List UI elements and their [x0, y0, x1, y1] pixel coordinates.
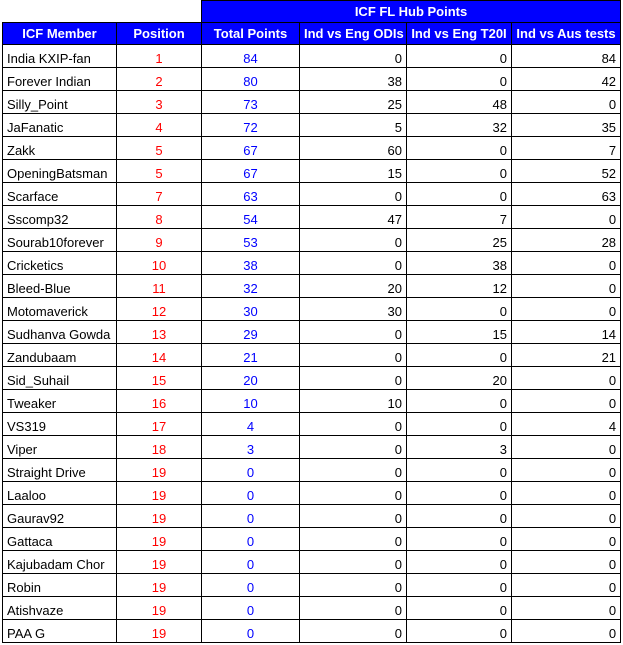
cell-total-points: 67 — [202, 137, 300, 160]
cell-tests: 84 — [512, 45, 621, 68]
cell-total-points: 0 — [202, 597, 300, 620]
cell-position: 12 — [117, 298, 202, 321]
table-row — [3, 597, 621, 620]
cell-tests: 42 — [512, 68, 621, 91]
table-row — [3, 505, 621, 528]
cell-odis: 0 — [300, 436, 407, 459]
table-row — [3, 620, 621, 643]
cell-tests: 21 — [512, 344, 621, 367]
group-header: ICF FL Hub Points — [202, 1, 621, 23]
cell-tests: 28 — [512, 229, 621, 252]
table-row — [3, 459, 621, 482]
cell-member: Gaurav92 — [3, 505, 117, 528]
cell-odis: 10 — [300, 390, 407, 413]
table-row — [3, 68, 621, 91]
cell-odis: 0 — [300, 574, 407, 597]
cell-odis: 0 — [300, 367, 407, 390]
cell-member: Forever Indian — [3, 68, 117, 91]
cell-t20i: 0 — [407, 137, 512, 160]
cell-t20i: 0 — [407, 160, 512, 183]
cell-odis: 0 — [300, 344, 407, 367]
cell-tests: 63 — [512, 183, 621, 206]
table-row — [3, 45, 621, 68]
column-header-t20i: Ind vs Eng T20I — [407, 23, 512, 45]
cell-total-points: 0 — [202, 574, 300, 597]
cell-position: 19 — [117, 597, 202, 620]
cell-odis: 15 — [300, 160, 407, 183]
cell-tests: 14 — [512, 321, 621, 344]
table-row — [3, 252, 621, 275]
cell-total-points: 3 — [202, 436, 300, 459]
cell-position: 4 — [117, 114, 202, 137]
cell-member: OpeningBatsman — [3, 160, 117, 183]
table-row — [3, 390, 621, 413]
cell-odis: 20 — [300, 275, 407, 298]
cell-position: 5 — [117, 160, 202, 183]
cell-member: JaFanatic — [3, 114, 117, 137]
cell-position: 7 — [117, 183, 202, 206]
table-row — [3, 160, 621, 183]
cell-position: 19 — [117, 551, 202, 574]
table-row — [3, 321, 621, 344]
cell-member: Scarface — [3, 183, 117, 206]
cell-position: 19 — [117, 620, 202, 643]
table-row — [3, 574, 621, 597]
cell-t20i: 25 — [407, 229, 512, 252]
cell-member: Sourab10forever — [3, 229, 117, 252]
cell-odis: 38 — [300, 68, 407, 91]
cell-member: Cricketics — [3, 252, 117, 275]
column-header-row — [3, 23, 621, 45]
cell-tests: 52 — [512, 160, 621, 183]
cell-odis: 60 — [300, 137, 407, 160]
table-row — [3, 298, 621, 321]
cell-member: Sudhanva Gowda — [3, 321, 117, 344]
table-row — [3, 413, 621, 436]
cell-total-points: 53 — [202, 229, 300, 252]
blank-header-cell — [117, 1, 202, 23]
cell-t20i: 0 — [407, 413, 512, 436]
cell-tests: 0 — [512, 459, 621, 482]
cell-member: Sscomp32 — [3, 206, 117, 229]
cell-odis: 0 — [300, 482, 407, 505]
cell-position: 15 — [117, 367, 202, 390]
cell-odis: 0 — [300, 551, 407, 574]
cell-t20i: 0 — [407, 574, 512, 597]
table-row — [3, 137, 621, 160]
cell-tests: 35 — [512, 114, 621, 137]
column-header-position: Position — [117, 23, 202, 45]
cell-position: 19 — [117, 459, 202, 482]
cell-total-points: 4 — [202, 413, 300, 436]
cell-position: 19 — [117, 505, 202, 528]
cell-total-points: 0 — [202, 505, 300, 528]
cell-tests: 0 — [512, 298, 621, 321]
cell-total-points: 54 — [202, 206, 300, 229]
cell-t20i: 0 — [407, 459, 512, 482]
cell-odis: 0 — [300, 505, 407, 528]
cell-tests: 0 — [512, 275, 621, 298]
cell-t20i: 0 — [407, 183, 512, 206]
table-row — [3, 528, 621, 551]
cell-member: Zandubaam — [3, 344, 117, 367]
table-row — [3, 114, 621, 137]
cell-tests: 0 — [512, 206, 621, 229]
cell-position: 19 — [117, 574, 202, 597]
cell-position: 9 — [117, 229, 202, 252]
table-row — [3, 275, 621, 298]
cell-total-points: 20 — [202, 367, 300, 390]
cell-tests: 0 — [512, 528, 621, 551]
cell-odis: 0 — [300, 597, 407, 620]
blank-header-cell — [3, 1, 117, 23]
cell-tests: 0 — [512, 620, 621, 643]
table-row — [3, 183, 621, 206]
cell-total-points: 0 — [202, 551, 300, 574]
cell-odis: 0 — [300, 459, 407, 482]
cell-odis: 0 — [300, 528, 407, 551]
cell-t20i: 0 — [407, 68, 512, 91]
table-row — [3, 206, 621, 229]
cell-t20i: 12 — [407, 275, 512, 298]
cell-total-points: 63 — [202, 183, 300, 206]
cell-position: 19 — [117, 528, 202, 551]
cell-odis: 5 — [300, 114, 407, 137]
cell-t20i: 32 — [407, 114, 512, 137]
cell-odis: 0 — [300, 252, 407, 275]
cell-member: VS319 — [3, 413, 117, 436]
cell-total-points: 0 — [202, 528, 300, 551]
table-row — [3, 551, 621, 574]
cell-position: 2 — [117, 68, 202, 91]
cell-position: 11 — [117, 275, 202, 298]
cell-odis: 0 — [300, 413, 407, 436]
cell-position: 18 — [117, 436, 202, 459]
cell-position: 3 — [117, 91, 202, 114]
cell-position: 10 — [117, 252, 202, 275]
cell-t20i: 0 — [407, 482, 512, 505]
cell-total-points: 80 — [202, 68, 300, 91]
cell-total-points: 73 — [202, 91, 300, 114]
cell-odis: 0 — [300, 183, 407, 206]
cell-t20i: 0 — [407, 390, 512, 413]
cell-position: 5 — [117, 137, 202, 160]
cell-position: 1 — [117, 45, 202, 68]
cell-member: Bleed-Blue — [3, 275, 117, 298]
cell-tests: 0 — [512, 390, 621, 413]
cell-member: PAA G — [3, 620, 117, 643]
table-row — [3, 482, 621, 505]
cell-member: Laaloo — [3, 482, 117, 505]
cell-total-points: 67 — [202, 160, 300, 183]
cell-total-points: 72 — [202, 114, 300, 137]
table-row — [3, 344, 621, 367]
cell-tests: 0 — [512, 436, 621, 459]
cell-odis: 0 — [300, 620, 407, 643]
cell-total-points: 10 — [202, 390, 300, 413]
cell-tests: 0 — [512, 574, 621, 597]
cell-total-points: 32 — [202, 275, 300, 298]
cell-tests: 4 — [512, 413, 621, 436]
cell-tests: 0 — [512, 482, 621, 505]
cell-t20i: 0 — [407, 45, 512, 68]
cell-total-points: 21 — [202, 344, 300, 367]
column-header-member: ICF Member — [3, 23, 117, 45]
cell-t20i: 7 — [407, 206, 512, 229]
cell-odis: 0 — [300, 45, 407, 68]
cell-t20i: 20 — [407, 367, 512, 390]
cell-member: Tweaker — [3, 390, 117, 413]
cell-position: 19 — [117, 482, 202, 505]
cell-member: Kajubadam Chor — [3, 551, 117, 574]
cell-member: Viper — [3, 436, 117, 459]
cell-t20i: 15 — [407, 321, 512, 344]
cell-position: 16 — [117, 390, 202, 413]
cell-t20i: 0 — [407, 344, 512, 367]
cell-member: India KXIP-fan — [3, 45, 117, 68]
cell-t20i: 0 — [407, 597, 512, 620]
table-row — [3, 436, 621, 459]
cell-position: 17 — [117, 413, 202, 436]
column-header-total: Total Points — [202, 23, 300, 45]
cell-t20i: 0 — [407, 298, 512, 321]
table-row — [3, 367, 621, 390]
cell-member: Robin — [3, 574, 117, 597]
table-body — [3, 45, 621, 643]
cell-total-points: 84 — [202, 45, 300, 68]
cell-tests: 0 — [512, 505, 621, 528]
group-header-row — [3, 1, 621, 23]
cell-member: Zakk — [3, 137, 117, 160]
cell-position: 8 — [117, 206, 202, 229]
cell-member: Silly_Point — [3, 91, 117, 114]
cell-total-points: 0 — [202, 459, 300, 482]
cell-tests: 0 — [512, 252, 621, 275]
cell-t20i: 38 — [407, 252, 512, 275]
table-row — [3, 91, 621, 114]
cell-tests: 7 — [512, 137, 621, 160]
cell-total-points: 30 — [202, 298, 300, 321]
cell-member: Atishvaze — [3, 597, 117, 620]
table-row — [3, 229, 621, 252]
cell-total-points: 29 — [202, 321, 300, 344]
cell-t20i: 0 — [407, 620, 512, 643]
cell-odis: 0 — [300, 321, 407, 344]
cell-t20i: 48 — [407, 91, 512, 114]
cell-tests: 0 — [512, 91, 621, 114]
cell-tests: 0 — [512, 597, 621, 620]
cell-odis: 25 — [300, 91, 407, 114]
cell-total-points: 38 — [202, 252, 300, 275]
cell-member: Straight Drive — [3, 459, 117, 482]
cell-total-points: 0 — [202, 482, 300, 505]
cell-member: Motomaverick — [3, 298, 117, 321]
column-header-tests: Ind vs Aus tests — [512, 23, 621, 45]
cell-tests: 0 — [512, 551, 621, 574]
cell-position: 13 — [117, 321, 202, 344]
cell-odis: 30 — [300, 298, 407, 321]
cell-t20i: 3 — [407, 436, 512, 459]
cell-t20i: 0 — [407, 528, 512, 551]
cell-t20i: 0 — [407, 505, 512, 528]
cell-odis: 47 — [300, 206, 407, 229]
cell-odis: 0 — [300, 229, 407, 252]
column-header-odis: Ind vs Eng ODIs — [300, 23, 407, 45]
cell-position: 14 — [117, 344, 202, 367]
cell-member: Sid_Suhail — [3, 367, 117, 390]
cell-t20i: 0 — [407, 551, 512, 574]
cell-member: Gattaca — [3, 528, 117, 551]
cell-total-points: 0 — [202, 620, 300, 643]
points-table — [2, 0, 621, 643]
cell-tests: 0 — [512, 367, 621, 390]
